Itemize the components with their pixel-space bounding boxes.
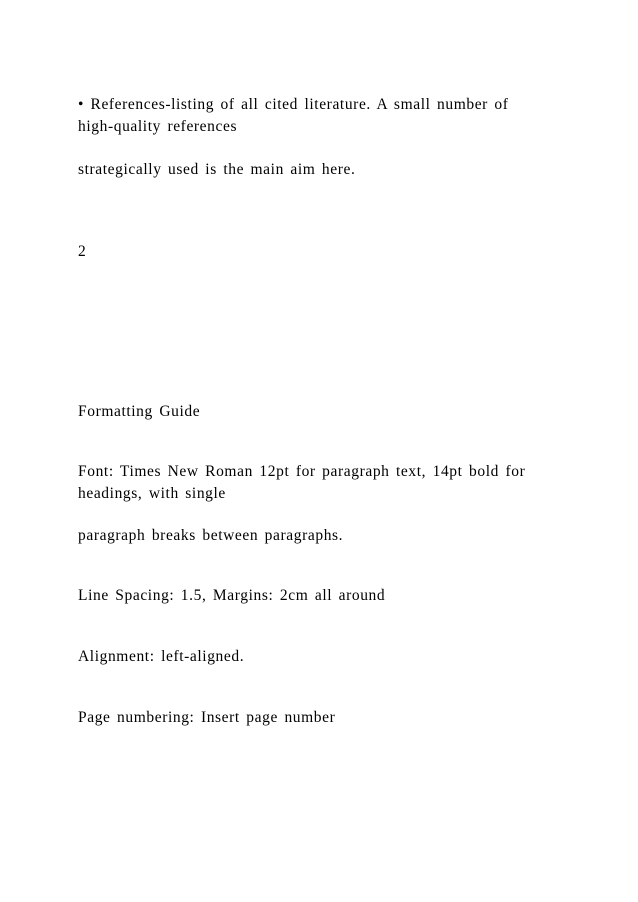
references-paragraph: strategically used is the main aim here. [78, 161, 356, 178]
font-rule-line-3: paragraph breaks between paragraphs. [78, 527, 344, 544]
page-numbering-rule: Page numbering: Insert page number [78, 709, 336, 726]
alignment-rule: Alignment: left-aligned. [78, 648, 245, 665]
references-bullet-line-2: high-quality references [78, 118, 238, 135]
font-rule-line-2: headings, with single [78, 485, 226, 502]
page-number: 2 [78, 243, 87, 260]
font-rule-line-1: Font: Times New Roman 12pt for paragraph text, 14pt bold for [78, 463, 526, 480]
formatting-guide-heading: Formatting Guide [78, 403, 201, 420]
spacing-rule: Line Spacing: 1.5, Margins: 2cm all around [78, 587, 386, 604]
references-bullet-line-1: • References-listing of all cited literature. A small number of [78, 96, 509, 113]
